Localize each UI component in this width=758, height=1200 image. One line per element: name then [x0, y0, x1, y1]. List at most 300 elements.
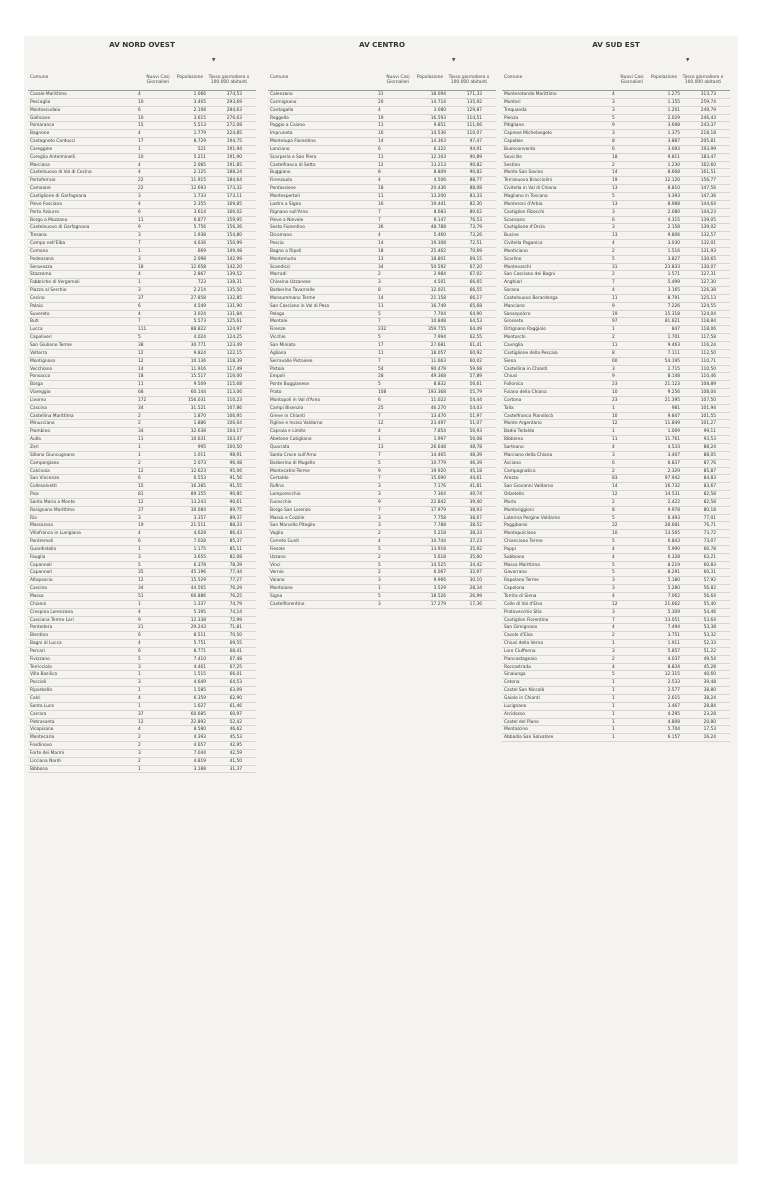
cell-nuovi-casi: 4 — [138, 531, 141, 537]
cell-comune: Fabbriche di Vergemoli — [30, 280, 80, 286]
cell-popolazione: 22.892 — [190, 719, 206, 725]
cell-popolazione: 6.359 — [193, 695, 206, 701]
cell-comune: Abbadia San Salvatore — [504, 735, 554, 741]
cell-popolazione: 4.393 — [193, 735, 206, 741]
cell-comune: Uzzano — [270, 554, 286, 560]
cell-tasso: 184,64 — [226, 178, 242, 184]
cell-comune: Monteriggioni — [504, 507, 534, 513]
cell-nuovi-casi: 37 — [138, 711, 144, 717]
table-row — [268, 593, 496, 601]
cell-comune: Pomarance — [30, 123, 55, 129]
cell-nuovi-casi: 19 — [612, 178, 618, 184]
cell-tasso: 173,11 — [226, 193, 242, 199]
cell-popolazione: 8.729 — [193, 139, 206, 145]
cell-comune: Marciano della Chiana — [504, 452, 553, 458]
cell-comune: Porto Azzurro — [30, 209, 59, 215]
cell-tasso: 77,01 — [703, 515, 716, 521]
cell-tasso: 276,63 — [226, 115, 242, 121]
table-row — [28, 248, 256, 256]
table-row — [28, 530, 256, 538]
cell-comune: Monticiano — [504, 248, 528, 254]
cell-nuovi-casi: 9 — [378, 499, 381, 505]
cell-nuovi-casi: 15 — [138, 123, 144, 129]
cell-popolazione: 2.577 — [667, 688, 680, 694]
table-row — [502, 107, 730, 115]
table-row — [28, 287, 256, 295]
cell-popolazione: 1.911 — [667, 641, 680, 647]
cell-comune: Cetona — [504, 680, 520, 686]
cell-nuovi-casi: 2 — [612, 162, 615, 168]
cell-tasso: 60,31 — [703, 570, 716, 576]
cell-comune: Monsummano Terme — [270, 295, 316, 301]
header-tasso[interactable]: Tasso giornaliero x 100.000 abitanti — [682, 75, 724, 85]
table-row — [268, 201, 496, 209]
table-row — [28, 342, 256, 350]
cell-popolazione: 8.834 — [667, 664, 680, 670]
table-row — [28, 546, 256, 554]
cell-nuovi-casi: 23 — [612, 397, 618, 403]
cell-popolazione: 8.668 — [667, 170, 680, 176]
table-row — [28, 115, 256, 123]
table-row — [28, 491, 256, 499]
cell-comune: Cortona — [504, 397, 522, 403]
cell-tasso: 78,39 — [229, 562, 242, 568]
cell-tasso: 72,99 — [229, 617, 242, 623]
cell-comune: Caprese Michelangelo — [504, 131, 552, 137]
cell-tasso: 95,06 — [229, 468, 242, 474]
cell-tasso: 218,18 — [700, 131, 716, 137]
cell-popolazione: 5.180 — [667, 578, 680, 584]
cell-popolazione: 13.200 — [430, 193, 446, 199]
table-row — [28, 420, 256, 428]
cell-comune: Castel San Niccolò — [504, 688, 545, 694]
cell-popolazione: 30.084 — [190, 507, 206, 513]
table-row — [502, 271, 730, 279]
table-row — [28, 617, 256, 625]
cell-comune: Bibbona — [30, 766, 48, 772]
cell-nuovi-casi: 14 — [378, 139, 384, 145]
cell-comune: Borgo San Lorenzo — [270, 507, 311, 513]
table-row — [28, 413, 256, 421]
table-row — [28, 750, 256, 758]
cell-tasso: 66,17 — [469, 295, 482, 301]
cell-comune: Vinci — [270, 562, 281, 568]
cell-comune: Buti — [30, 319, 39, 325]
cell-tasso: 66,78 — [703, 546, 716, 552]
cell-nuovi-casi: 5 — [378, 335, 381, 341]
cell-tasso: 139,52 — [226, 272, 242, 278]
cell-nuovi-casi: 16 — [378, 201, 384, 207]
cell-tasso: 51,07 — [469, 421, 482, 427]
cell-comune: Signa — [270, 594, 283, 599]
cell-comune: Calci — [30, 695, 41, 701]
cell-comune: Asciano — [504, 460, 521, 466]
table-row — [28, 193, 256, 201]
table-row — [28, 499, 256, 507]
report-panel — [24, 36, 738, 1164]
cell-tasso: 131,90 — [226, 303, 242, 309]
cell-comune: Castellina in Chianti — [504, 366, 548, 372]
cell-tasso: 74,14 — [229, 609, 242, 615]
cell-comune: Podenzana — [30, 256, 54, 262]
cell-popolazione: 5.218 — [433, 531, 446, 537]
cell-tasso: 118,84 — [700, 319, 716, 325]
cell-popolazione: 7.226 — [667, 303, 680, 309]
cell-nuovi-casi: 13 — [612, 201, 618, 207]
cell-nuovi-casi: 9 — [138, 617, 141, 623]
cell-nuovi-casi: 38 — [138, 343, 144, 348]
cell-popolazione: 13.213 — [430, 162, 446, 168]
cell-comune: Pienza — [504, 115, 519, 121]
table-row — [502, 311, 730, 319]
cell-comune: Pelago — [270, 311, 285, 317]
cell-tasso: 131,84 — [226, 311, 242, 317]
cell-popolazione: 7.854 — [433, 429, 446, 435]
table-row — [502, 695, 730, 703]
cell-tasso: 37,23 — [469, 539, 482, 545]
sort-desc-icon[interactable]: ▼ — [212, 58, 216, 63]
column-title: AV CENTRO — [359, 40, 405, 49]
table-row — [502, 209, 730, 217]
cell-comune: Ortignano Raggiolo — [504, 327, 546, 333]
cell-comune: Torrita di Siena — [504, 594, 537, 599]
cell-comune: Chianciano Terme — [504, 539, 543, 545]
cell-comune: Massa Marittima — [504, 562, 540, 568]
cell-nuovi-casi: 19 — [378, 115, 384, 121]
cell-tasso: 127,31 — [700, 272, 716, 278]
cell-comune: Monte San Savino — [504, 170, 544, 176]
cell-tasso: 156,77 — [700, 178, 716, 184]
cell-comune: Montecarlo — [30, 735, 55, 741]
table-row — [268, 295, 496, 303]
cell-popolazione: 8.791 — [667, 295, 680, 301]
table-row — [502, 358, 730, 366]
cell-tasso: 46,39 — [469, 460, 482, 466]
table-row — [268, 444, 496, 452]
cell-tasso: 124,55 — [700, 303, 716, 309]
cell-nuovi-casi: 1 — [612, 641, 615, 647]
cell-comune: Trequanda — [504, 107, 527, 113]
cell-nuovi-casi: 3 — [612, 366, 615, 372]
cell-comune: Calenzano — [270, 92, 293, 97]
table-row — [268, 130, 496, 138]
cell-tasso: 101,27 — [700, 421, 716, 427]
cell-comune: Serravalle Pistoiese — [270, 358, 313, 364]
cell-nuovi-casi: 37 — [138, 295, 144, 301]
cell-tasso: 131,93 — [700, 248, 716, 254]
cell-tasso: 32,97 — [469, 570, 482, 576]
cell-popolazione: 12.623 — [190, 468, 206, 474]
cell-tasso: 23,28 — [703, 711, 716, 717]
table-row — [502, 515, 730, 523]
cell-tasso: 38,93 — [469, 507, 482, 513]
cell-popolazione: 7.028 — [193, 539, 206, 545]
cell-popolazione: 7.062 — [667, 594, 680, 599]
cell-nuovi-casi: 1 — [138, 452, 141, 458]
cell-nuovi-casi: 1 — [138, 703, 141, 709]
table-row — [28, 664, 256, 672]
cell-popolazione: 669 — [197, 248, 206, 254]
cell-popolazione: 8.832 — [433, 382, 446, 388]
table-row — [502, 711, 730, 719]
cell-nuovi-casi: 14 — [138, 366, 144, 372]
cell-nuovi-casi: 3 — [378, 492, 381, 498]
header-tasso[interactable]: Tasso giornaliero x 100.000 abitanti — [448, 75, 490, 85]
cell-tasso: 110,07 — [466, 131, 482, 137]
cell-nuovi-casi: 2 — [612, 272, 615, 278]
cell-comune: Carmignano — [270, 99, 297, 105]
cell-nuovi-casi: 5 — [378, 382, 381, 388]
cell-tasso: 90,82 — [469, 170, 482, 176]
cell-comune: Terricciola — [30, 664, 52, 670]
table-row — [268, 248, 496, 256]
cell-popolazione: 12.315 — [664, 672, 680, 678]
cell-popolazione: 6.843 — [667, 539, 680, 545]
table-row — [268, 287, 496, 295]
cell-popolazione: 2.214 — [193, 288, 206, 294]
sort-desc-icon[interactable]: ▼ — [452, 58, 456, 63]
cell-nuovi-casi: 4 — [138, 727, 141, 733]
cell-popolazione: 9.966 — [433, 578, 446, 584]
cell-comune: Guardistallo — [30, 546, 57, 552]
cell-popolazione: 31.521 — [190, 405, 206, 411]
sort-desc-icon[interactable]: ▼ — [686, 58, 690, 63]
cell-tasso: 249,79 — [700, 107, 716, 113]
cell-comune: Bagni di Lucca — [30, 641, 62, 647]
cell-popolazione: 7.364 — [433, 492, 446, 498]
cell-nuovi-casi: 4 — [612, 554, 615, 560]
cell-tasso: 85,87 — [703, 468, 716, 474]
table-row — [28, 264, 256, 272]
cell-popolazione: 45.196 — [190, 570, 206, 576]
cell-popolazione: 7.111 — [667, 350, 680, 356]
cell-popolazione: 6.157 — [667, 735, 680, 741]
cell-popolazione: 3.080 — [433, 107, 446, 113]
cell-popolazione: 6.837 — [667, 460, 680, 466]
cell-tasso: 124,04 — [700, 311, 716, 317]
cell-comune: Montopoli in Val d'Arno — [270, 397, 320, 403]
cell-tasso: 50,93 — [469, 429, 482, 435]
cell-popolazione: 2.125 — [193, 170, 206, 176]
cell-nuovi-casi: 4 — [138, 162, 141, 168]
cell-popolazione: 3.165 — [667, 288, 680, 294]
cell-nuovi-casi: 17 — [138, 139, 144, 145]
cell-nuovi-casi: 3 — [612, 609, 615, 615]
cell-popolazione: 2.867 — [193, 272, 206, 278]
cell-popolazione: 4.315 — [667, 217, 680, 223]
cell-popolazione: 18.801 — [430, 256, 446, 262]
cell-popolazione: 20.436 — [430, 186, 446, 192]
cell-comune: Sarteano — [504, 444, 524, 450]
cell-comune: Collesalvetti — [30, 484, 57, 490]
cell-popolazione: 48.788 — [430, 225, 446, 231]
table-row — [268, 279, 496, 287]
table-row — [268, 460, 496, 468]
cell-nuovi-casi: 18 — [138, 264, 144, 270]
cell-nuovi-casi: 172 — [138, 397, 147, 403]
cell-tasso: 82,08 — [229, 554, 242, 560]
table-row — [268, 569, 496, 577]
cell-comune: Reggello — [270, 115, 289, 121]
cell-nuovi-casi: 232 — [378, 327, 387, 333]
table-row — [28, 224, 256, 232]
cell-popolazione: 723 — [197, 280, 206, 286]
cell-nuovi-casi: 14 — [378, 295, 384, 301]
cell-comune: Montespertoli — [270, 193, 300, 199]
cell-popolazione: 13.470 — [430, 413, 446, 419]
header-tasso[interactable]: Tasso giornaliero x 100.000 abitanti — [208, 75, 250, 85]
cell-nuovi-casi: 2 — [138, 413, 141, 419]
cell-tasso: 147,56 — [700, 186, 716, 192]
table-row — [28, 107, 256, 115]
column-av-nord-ovest — [28, 36, 256, 773]
cell-popolazione: 5.395 — [193, 609, 206, 615]
table-row — [502, 240, 730, 248]
cell-tasso: 41,50 — [229, 758, 242, 764]
cell-comune: Pitigliano — [504, 123, 524, 129]
cell-nuovi-casi: 11 — [378, 303, 384, 309]
cell-nuovi-casi: 4 — [612, 288, 615, 294]
cell-tasso: 56,82 — [703, 586, 716, 592]
cell-popolazione: 7.044 — [193, 750, 206, 756]
cell-comune: Rio — [30, 515, 37, 521]
table-row — [28, 609, 256, 617]
cell-popolazione: 11.849 — [664, 421, 680, 427]
table-row — [28, 671, 256, 679]
cell-popolazione: 2.355 — [193, 201, 206, 207]
cell-nuovi-casi: 1 — [138, 444, 141, 450]
cell-comune: Villa Basilica — [30, 672, 58, 678]
cell-tasso: 154,80 — [226, 233, 242, 239]
cell-popolazione: 1.066 — [193, 92, 206, 97]
cell-comune: Castelfranco Piandiscò — [504, 413, 554, 419]
cell-tasso: 51,22 — [703, 648, 716, 654]
cell-nuovi-casi: 7 — [138, 319, 141, 325]
cell-nuovi-casi: 1 — [612, 327, 615, 333]
cell-tasso: 76,25 — [229, 594, 242, 599]
table-row — [502, 217, 730, 225]
cell-popolazione: 4.628 — [193, 531, 206, 537]
cell-tasso: 76,53 — [469, 217, 482, 223]
cell-nuovi-casi: 9 — [612, 374, 615, 380]
table-row — [268, 318, 496, 326]
cell-tasso: 56,61 — [469, 382, 482, 388]
cell-tasso: 116,00 — [226, 374, 242, 380]
cell-tasso: 144,23 — [700, 209, 716, 215]
cell-nuovi-casi: 7 — [378, 319, 381, 325]
cell-popolazione: 11.916 — [190, 366, 206, 372]
cell-popolazione: 5.704 — [667, 727, 680, 733]
cell-comune: Bibbiena — [504, 437, 523, 443]
cell-tasso: 110,50 — [700, 366, 716, 372]
cell-comune: San Miniato — [270, 343, 296, 348]
table-row — [502, 577, 730, 585]
table-row — [28, 99, 256, 107]
cell-popolazione: 1.515 — [193, 672, 206, 678]
cell-tasso: 84,83 — [703, 476, 716, 482]
table-row — [502, 115, 730, 123]
cell-tasso: 132,01 — [700, 241, 716, 247]
cell-popolazione: 23.497 — [430, 421, 446, 427]
cell-nuovi-casi: 10 — [612, 390, 618, 396]
cell-comune: Lucignano — [504, 703, 527, 709]
cell-popolazione: 5.618 — [433, 554, 446, 560]
cell-popolazione: 1.627 — [193, 703, 206, 709]
cell-comune: Sestino — [504, 162, 521, 168]
cell-nuovi-casi: 2 — [612, 468, 615, 474]
table-row — [28, 295, 256, 303]
cell-tasso: 73,07 — [703, 539, 716, 545]
cell-nuovi-casi: 1 — [612, 727, 615, 733]
cell-nuovi-casi: 22 — [612, 523, 618, 529]
cell-nuovi-casi: 2 — [612, 633, 615, 639]
cell-comune: Porcari — [30, 648, 45, 654]
cell-nuovi-casi: 2 — [138, 735, 141, 741]
cell-nuovi-casi: 1 — [138, 672, 141, 678]
cell-nuovi-casi: 28 — [378, 374, 384, 380]
cell-nuovi-casi: 3 — [138, 750, 141, 756]
cell-popolazione: 2.108 — [193, 107, 206, 113]
cell-tasso: 53,38 — [703, 625, 716, 631]
cell-tasso: 76,29 — [229, 586, 242, 592]
cell-nuovi-casi: 12 — [138, 350, 144, 356]
cell-nuovi-casi: 13 — [612, 186, 618, 192]
table-row — [268, 468, 496, 476]
cell-tasso: 45,28 — [703, 664, 716, 670]
cell-nuovi-casi: 5 — [612, 256, 615, 262]
cell-comune: Subbiano — [504, 554, 525, 560]
table-row — [268, 193, 496, 201]
cell-popolazione: 54.195 — [664, 358, 680, 364]
cell-comune: Siena — [504, 358, 517, 364]
header-popolazione: Popolazione — [650, 75, 678, 80]
cell-popolazione: 2.615 — [667, 695, 680, 701]
cell-comune: Pieve Fosciana — [30, 201, 62, 207]
cell-tasso: 39,48 — [703, 680, 716, 686]
cell-comune: Castelfranco di Sotto — [270, 162, 316, 168]
cell-popolazione: 19.920 — [430, 468, 446, 474]
table-row — [28, 444, 256, 452]
cell-nuovi-casi: 8 — [612, 139, 615, 145]
table-row — [28, 154, 256, 162]
cell-tasso: 35,60 — [469, 554, 482, 560]
cell-popolazione: 17.279 — [430, 601, 446, 607]
table-row — [502, 373, 730, 381]
cell-nuovi-casi: 6 — [138, 539, 141, 545]
cell-tasso: 96,48 — [229, 460, 242, 466]
cell-popolazione: 81.621 — [664, 319, 680, 325]
cell-comune: San Giuliano Terme — [30, 343, 72, 348]
cell-nuovi-casi: 34 — [378, 264, 384, 270]
cell-nuovi-casi: 51 — [138, 594, 144, 599]
cell-popolazione: 30.771 — [190, 343, 206, 348]
cell-comune: Pratovecchio Stia — [504, 609, 542, 615]
cell-popolazione: 3.615 — [193, 115, 206, 121]
cell-comune: Castelnuovo Berardenga — [504, 295, 558, 301]
table-row — [502, 546, 730, 554]
cell-tasso: 259,74 — [700, 99, 716, 105]
cell-popolazione: 4.808 — [667, 719, 680, 725]
cell-nuovi-casi: 34 — [138, 429, 144, 435]
table-row — [268, 342, 496, 350]
cell-tasso: 135,50 — [226, 288, 242, 294]
cell-popolazione: 1.997 — [433, 437, 446, 443]
cell-tasso: 123,49 — [226, 343, 242, 348]
cell-tasso: 142,20 — [226, 264, 242, 270]
cell-tasso: 173,32 — [226, 186, 242, 192]
cell-nuovi-casi: 1 — [612, 719, 615, 725]
cell-comune: Montignoso — [30, 358, 56, 364]
